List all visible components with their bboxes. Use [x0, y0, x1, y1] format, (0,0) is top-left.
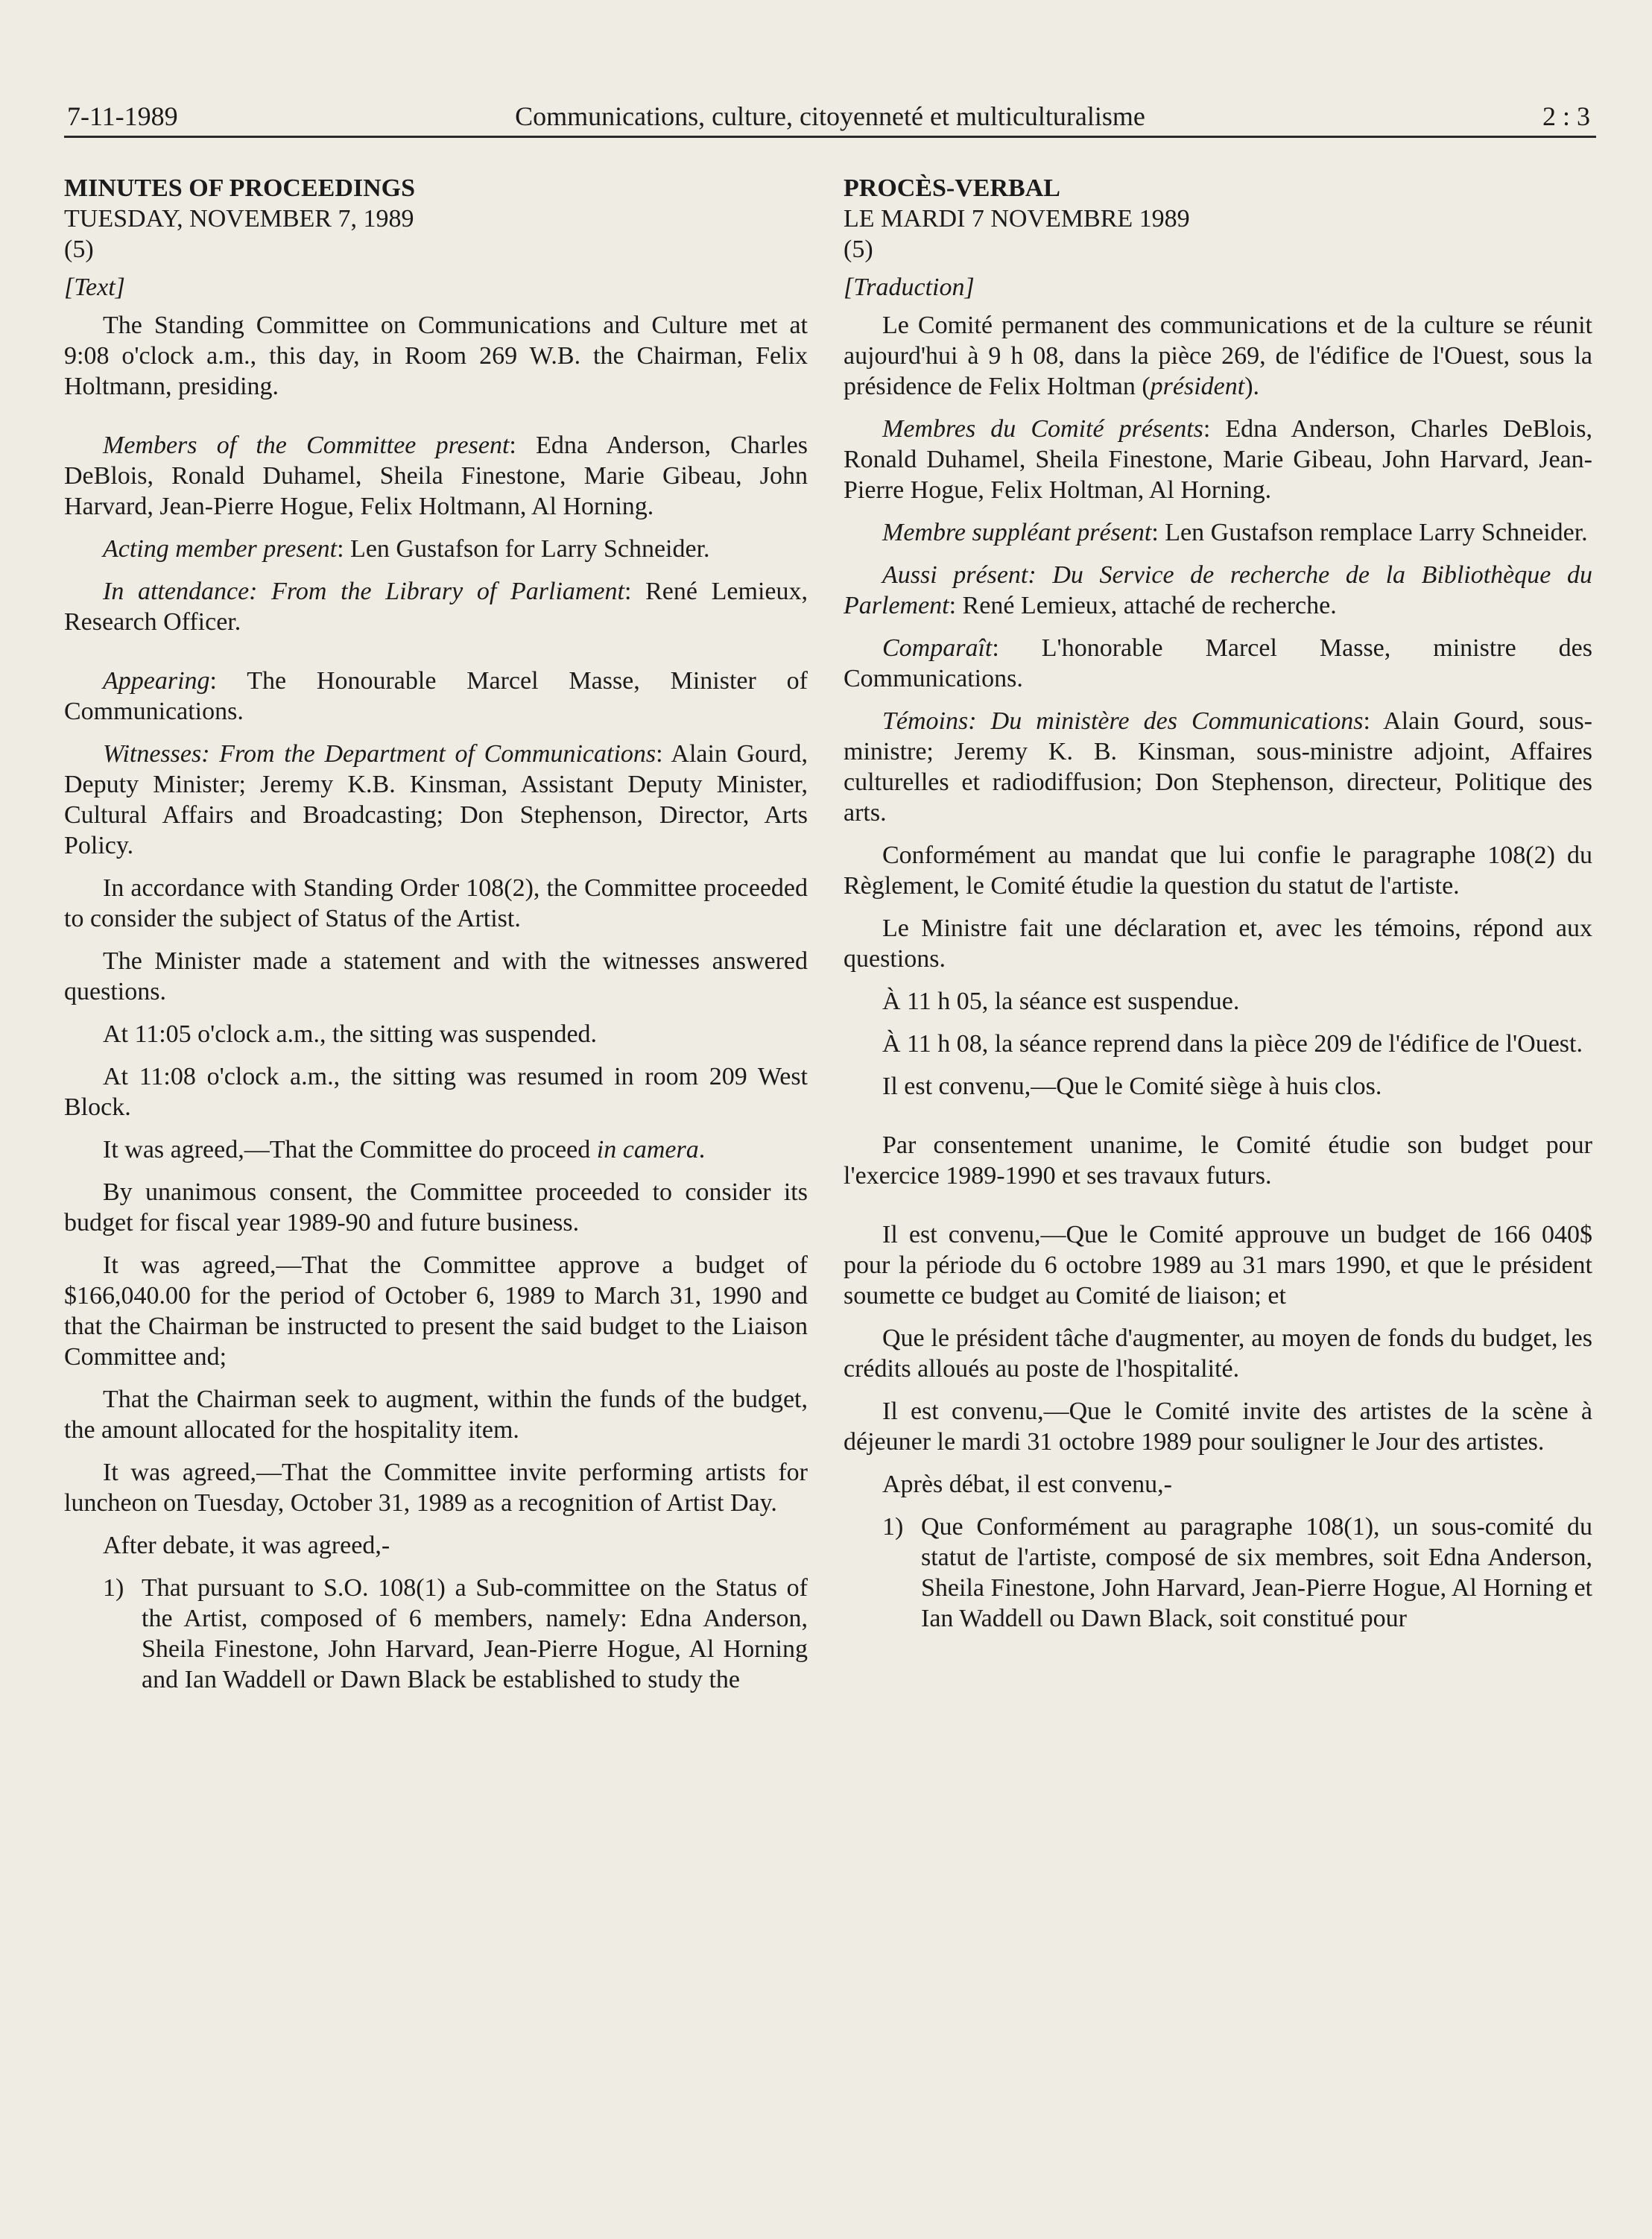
members-label-fr: Membres du Comité présents — [882, 415, 1203, 443]
proces-verbal-heading: PROCÈS-VERBAL — [844, 174, 1060, 202]
members-list: : Edna Anderson, Charles DeBlois, Ronald Duhamel, Sheila Finestone, Marie Gibeau, John Harvard, Jean-Pierre Hogue, Felix Holtmann, Al Horning. — [64, 432, 808, 520]
luncheon-paragraph-fr: Il est convenu,—Que le Comité invite des artistes de la scène à déjeuner le mardi 31 octobre 1989 pour souligner le Jour des artistes. — [844, 1398, 1592, 1456]
acting-text: : Len Gustafson for Larry Schneider. — [337, 535, 710, 563]
text-tag: [Text] — [64, 274, 125, 301]
acting-label-fr: Membre suppléant présent — [882, 519, 1152, 546]
in-camera-paragraph-fr: Il est convenu,—Que le Comité siège à huis clos. — [882, 1073, 1382, 1100]
attendance-text-fr: : René Lemieux, attaché de recherche. — [949, 592, 1337, 619]
suspended-paragraph: At 11:05 o'clock a.m., the sitting was suspended. — [103, 1020, 598, 1048]
appearing-text-fr: : L'honorable Marcel Masse, ministre des Communications. — [844, 634, 1592, 692]
acting-member-fr — [844, 517, 1592, 548]
standing-order-paragraph-fr: Conformément au mandat que lui confie le paragraphe 108(2) du Règlement, le Comité étudie la question du statut de l'artiste. — [844, 841, 1592, 900]
appearing-text: : The Honourable Marcel Masse, Minister of Communications. — [64, 667, 808, 725]
in-attendance — [64, 576, 808, 637]
witnesses-source: : From the Department of Communications — [201, 740, 656, 768]
debate-paragraph-fr: Après débat, il est convenu,- — [882, 1471, 1172, 1498]
witnesses — [64, 739, 808, 861]
opening-text-fr: Le Comité permanent des communications et de la culture se réunit aujourd'hui à 9 h 08, dans la pièce 269, de l'édifice de l'Ouest, sous la présidence de Felix Holtman ( — [844, 312, 1592, 400]
witnesses-label-fr: Témoins — [882, 707, 969, 735]
header-title: Communications, culture, citoyenneté et multiculturalisme — [515, 101, 1145, 131]
minutes-heading: MINUTES OF PROCEEDINGS — [64, 174, 416, 202]
traduction-tag: [Traduction] — [844, 274, 975, 301]
in-camera-italic: in camera — [596, 1136, 699, 1163]
debate-paragraph: After debate, it was agreed,- — [103, 1532, 390, 1559]
opening-end-fr: ). — [1244, 373, 1260, 400]
luncheon-paragraph: It was agreed,—That the Committee invite performing artists for luncheon on Tuesday, October 31, 1989 as a recognition of Artist Day. — [64, 1459, 808, 1517]
meeting-date: TUESDAY, NOVEMBER 7, 1989 — [64, 205, 414, 233]
english-column — [64, 173, 808, 1707]
attendance-label-fr: Aussi présent — [882, 561, 1028, 589]
appearing — [64, 666, 808, 727]
witnesses-text-fr: : Alain Gourd, sous-ministre; Jeremy K. B. Kinsman, sous-ministre adjoint, Affaires culturelles et radiodiffusion; Don Stephenson, directeur, Politique des arts. — [844, 707, 1592, 827]
appearing-label-fr: Comparaît — [882, 634, 993, 662]
page-number: 2 : 3 — [1542, 101, 1590, 131]
in-camera-text: It was agreed,—That the Committee do proceed — [103, 1136, 597, 1163]
witnesses-source-fr: : Du ministère des Communications — [968, 707, 1364, 735]
members-present-fr — [844, 414, 1592, 505]
in-camera-paragraph — [64, 1134, 808, 1165]
in-attendance-fr — [844, 560, 1592, 621]
opening-paragraph-fr — [844, 310, 1592, 402]
item-text: That pursuant to S.O. 108(1) a Sub-committee on the Status of the Artist, composed of 6 members, namely: Edna Anderson, Sheila Finestone, John Harvard, Jean-Pierre Hogue, Al Horning and Ian Waddell or Dawn Black be established to study the — [142, 1574, 808, 1693]
suspended-paragraph-fr: À 11 h 05, la séance est suspendue. — [882, 988, 1240, 1015]
hospitality-paragraph: That the Chairman seek to augment, within the funds of the budget, the amount allocated for the hospitality item. — [64, 1386, 808, 1444]
budget-consider-paragraph: By unanimous consent, the Committee proceeded to consider its budget for fiscal year 1989-90 and future business. — [64, 1178, 808, 1237]
in-camera-end: . — [698, 1136, 706, 1163]
members-present — [64, 430, 808, 522]
opening-italic-fr: président — [1150, 373, 1245, 400]
meeting-date-fr: LE MARDI 7 NOVEMBRE 1989 — [844, 205, 1190, 233]
witnesses-text: : Alain Gourd, Deputy Minister; Jeremy K.B. Kinsman, Assistant Deputy Minister, Cultural Affairs and Broadcasting; Don Stephenson, Director, Arts Policy. — [64, 740, 808, 859]
standing-order-paragraph: In accordance with Standing Order 108(2), the Committee proceeded to consider the subject of Status of the Artist. — [64, 874, 808, 932]
opening-paragraph: The Standing Committee on Communications and Culture met at 9:08 o'clock a.m., this day, in Room 269 W.B. the Chairman, Felix Holtmann, presiding. — [64, 312, 808, 400]
attendance-source: : From the Library of Parliament — [249, 578, 624, 605]
attendance-text: : René Lemieux, Research Officer. — [64, 578, 808, 636]
budget-consider-paragraph-fr: Par consentement unanime, le Comité étudie son budget pour l'exercice 1989-1990 et ses travaux futurs. — [844, 1131, 1592, 1190]
appearing-fr — [844, 633, 1592, 694]
members-list-fr: : Edna Anderson, Charles DeBlois, Ronald Duhamel, Sheila Finestone, Marie Gibeau, John Harvard, Jean-Pierre Hogue, Felix Holtman, Al Horning. — [844, 415, 1593, 504]
item-text-fr: Que Conformément au paragraphe 108(1), un sous-comité du statut de l'artiste, composé de six membres, soit Edna Anderson, Sheila Finestone, John Harvard, Jean-Pierre Hogue, Al Horning et Ian Waddell ou Dawn Black, soit constitué pour — [921, 1513, 1592, 1632]
french-column — [844, 173, 1592, 1646]
witnesses-label: Witnesses — [103, 740, 202, 768]
meeting-number: (5) — [64, 236, 94, 263]
item-number: 1) — [103, 1574, 124, 1602]
witnesses-fr — [844, 706, 1592, 828]
running-header — [64, 95, 1596, 138]
acting-label: Acting member present — [103, 535, 338, 563]
budget-approve-paragraph: It was agreed,—That the Committee approve a budget of $166,040.00 for the period of October 6, 1989 to March 31, 1990 and that the Chairman be instructed to present the said budget to the Liaison Committee and; — [64, 1251, 808, 1371]
item-number-fr: 1) — [882, 1513, 904, 1541]
list-item-fr — [844, 1512, 1592, 1634]
header-date: 7-11-1989 — [67, 101, 178, 131]
resumed-paragraph-fr: À 11 h 08, la séance reprend dans la pièce 209 de l'édifice de l'Ouest. — [882, 1030, 1583, 1058]
resumed-paragraph: At 11:08 o'clock a.m., the sitting was resumed in room 209 West Block. — [64, 1063, 808, 1121]
hospitality-paragraph-fr: Que le président tâche d'augmenter, au moyen de fonds du budget, les crédits alloués au poste de l'hospitalité. — [844, 1324, 1592, 1383]
statement-paragraph-fr: Le Ministre fait une déclaration et, avec les témoins, répond aux questions. — [844, 915, 1592, 973]
acting-member — [64, 534, 808, 564]
members-label: Members of the Committee present — [103, 432, 510, 459]
list-item — [64, 1573, 808, 1695]
budget-approve-paragraph-fr: Il est convenu,—Que le Comité approuve un budget de 166 040$ pour la période du 6 octobre 1989 au 31 mars 1990, et que le président soumette ce budget au Comité de liaison; et — [844, 1221, 1592, 1310]
attendance-label: In attendance — [103, 578, 250, 605]
appearing-label: Appearing — [103, 667, 210, 695]
meeting-number-fr: (5) — [844, 236, 873, 263]
acting-text-fr: : Len Gustafson remplace Larry Schneider. — [1151, 519, 1588, 546]
statement-paragraph: The Minister made a statement and with the witnesses answered questions. — [64, 947, 808, 1005]
attendance-source-fr: : Du Service de recherche de la Bibliothèque du Parlement — [844, 561, 1592, 619]
